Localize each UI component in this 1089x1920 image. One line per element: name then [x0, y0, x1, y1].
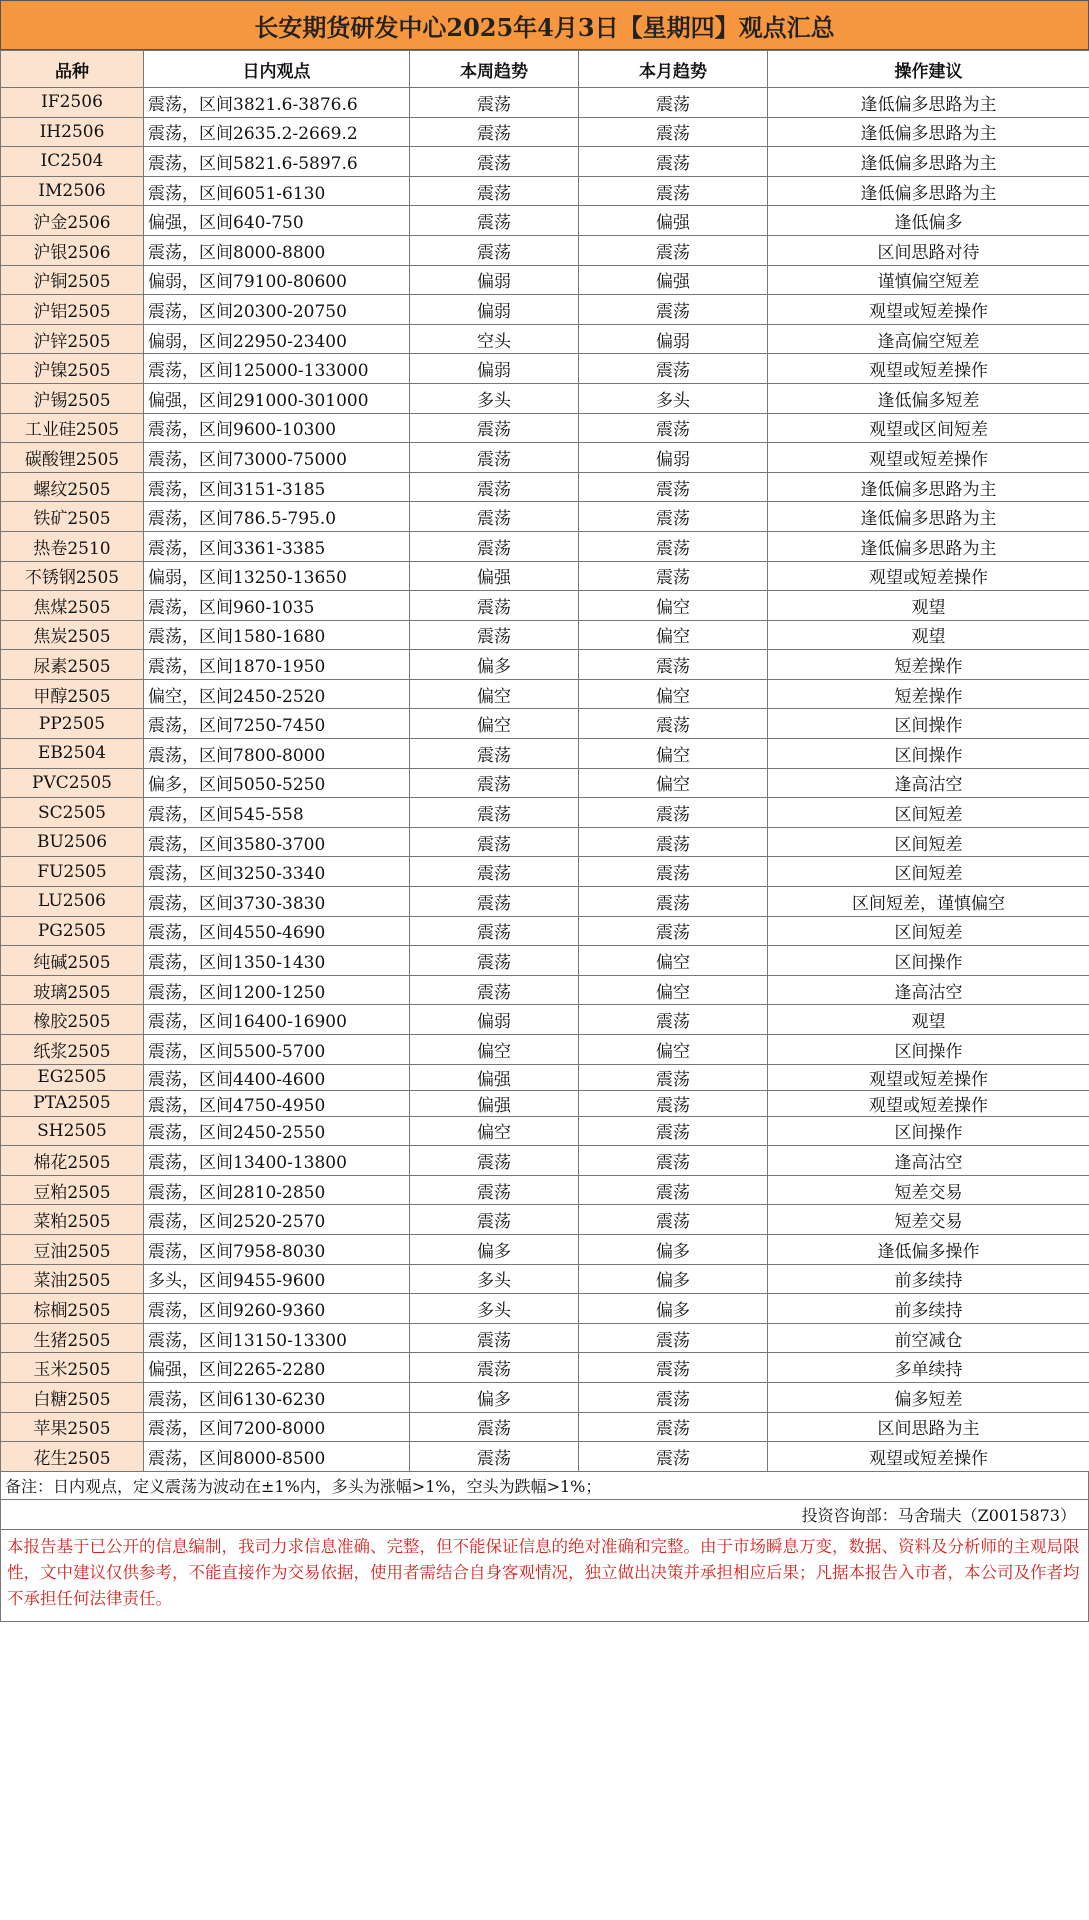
advice-cell: 逢高沽空: [768, 975, 1089, 1005]
advice-cell: 区间思路对待: [768, 235, 1089, 265]
intraday-view-cell: 震荡，区间3250-3340: [144, 857, 410, 887]
weekly-trend-cell: 震荡: [410, 798, 579, 828]
intraday-view-cell: 震荡，区间1870-1950: [144, 650, 410, 680]
intraday-view-cell: 震荡，区间5500-5700: [144, 1035, 410, 1065]
weekly-trend-cell: 震荡: [410, 472, 579, 502]
intraday-view-cell: 震荡，区间960-1035: [144, 591, 410, 621]
variety-cell: 沪锡2505: [1, 383, 144, 413]
monthly-trend-cell: 震荡: [579, 1382, 768, 1412]
weekly-trend-cell: 偏空: [410, 1035, 579, 1065]
weekly-trend-cell: 偏强: [410, 1090, 579, 1116]
weekly-trend-cell: 震荡: [410, 502, 579, 532]
monthly-trend-cell: 震荡: [579, 1205, 768, 1235]
advice-cell: 观望: [768, 591, 1089, 621]
variety-cell: 生猪2505: [1, 1323, 144, 1353]
table-row: [1, 739, 1089, 769]
table-row: [1, 1234, 1089, 1264]
intraday-view-cell: 震荡，区间20300-20750: [144, 295, 410, 325]
advice-cell: 逢高沽空: [768, 768, 1089, 798]
variety-cell: EG2505: [1, 1064, 144, 1090]
monthly-trend-cell: 偏多: [579, 1294, 768, 1324]
intraday-view-cell: 震荡，区间7800-8000: [144, 739, 410, 769]
variety-cell: PP2505: [1, 709, 144, 739]
weekly-trend-cell: 偏弱: [410, 354, 579, 384]
variety-cell: 苹果2505: [1, 1412, 144, 1442]
table-row: [1, 502, 1089, 532]
advice-cell: 区间操作: [768, 946, 1089, 976]
header-weekly-trend: 本周趋势: [410, 51, 579, 88]
header-row: [1, 51, 1089, 88]
variety-cell: 菜粕2505: [1, 1205, 144, 1235]
table-row: [1, 591, 1089, 621]
intraday-view-cell: 震荡，区间6130-6230: [144, 1382, 410, 1412]
monthly-trend-cell: 震荡: [579, 354, 768, 384]
weekly-trend-cell: 震荡: [410, 1146, 579, 1176]
table-row: [1, 147, 1089, 177]
advice-cell: 逢低偏多思路为主: [768, 147, 1089, 177]
intraday-view-cell: 偏弱，区间13250-13650: [144, 561, 410, 591]
intraday-view-cell: 震荡，区间6051-6130: [144, 176, 410, 206]
intraday-view-cell: 震荡，区间73000-75000: [144, 443, 410, 473]
intraday-view-cell: 震荡，区间8000-8500: [144, 1442, 410, 1472]
variety-cell: 沪锌2505: [1, 324, 144, 354]
advice-cell: 逢低偏多: [768, 206, 1089, 236]
weekly-trend-cell: 震荡: [410, 443, 579, 473]
intraday-view-cell: 偏强，区间291000-301000: [144, 383, 410, 413]
table-row: [1, 117, 1089, 147]
weekly-trend-cell: 多头: [410, 383, 579, 413]
monthly-trend-cell: 偏多: [579, 1264, 768, 1294]
table-row: [1, 1323, 1089, 1353]
variety-cell: 豆油2505: [1, 1234, 144, 1264]
monthly-trend-cell: 偏空: [579, 946, 768, 976]
variety-cell: 棕榈2505: [1, 1294, 144, 1324]
table-row: [1, 975, 1089, 1005]
intraday-view-cell: 震荡，区间16400-16900: [144, 1005, 410, 1035]
variety-cell: IC2504: [1, 147, 144, 177]
table-row: [1, 472, 1089, 502]
monthly-trend-cell: 偏强: [579, 265, 768, 295]
monthly-trend-cell: 偏空: [579, 975, 768, 1005]
advice-cell: 区间短差: [768, 827, 1089, 857]
weekly-trend-cell: 震荡: [410, 1175, 579, 1205]
intraday-view-cell: 震荡，区间3821.6-3876.6: [144, 88, 410, 118]
weekly-trend-cell: 震荡: [410, 857, 579, 887]
advice-cell: 多单续持: [768, 1353, 1089, 1383]
monthly-trend-cell: 震荡: [579, 709, 768, 739]
variety-cell: 菜油2505: [1, 1264, 144, 1294]
header-monthly-trend: 本月趋势: [579, 51, 768, 88]
weekly-trend-cell: 偏强: [410, 561, 579, 591]
variety-cell: 玻璃2505: [1, 975, 144, 1005]
variety-cell: 工业硅2505: [1, 413, 144, 443]
intraday-view-cell: 震荡，区间9600-10300: [144, 413, 410, 443]
variety-cell: 焦煤2505: [1, 591, 144, 621]
table-row: [1, 235, 1089, 265]
header-advice: 操作建议: [768, 51, 1089, 88]
variety-cell: 沪金2506: [1, 206, 144, 236]
advice-cell: 逢高沽空: [768, 1146, 1089, 1176]
variety-cell: 纯碱2505: [1, 946, 144, 976]
table-row: [1, 383, 1089, 413]
table-row: [1, 709, 1089, 739]
weekly-trend-cell: 震荡: [410, 147, 579, 177]
weekly-trend-cell: 偏空: [410, 679, 579, 709]
advice-cell: 观望或短差操作: [768, 1064, 1089, 1090]
monthly-trend-cell: 震荡: [579, 1175, 768, 1205]
monthly-trend-cell: 偏弱: [579, 324, 768, 354]
variety-cell: 沪铝2505: [1, 295, 144, 325]
advice-cell: 区间短差，谨慎偏空: [768, 887, 1089, 917]
weekly-trend-cell: 偏弱: [410, 1005, 579, 1035]
advice-cell: 偏多短差: [768, 1382, 1089, 1412]
advice-cell: 逢低偏多操作: [768, 1234, 1089, 1264]
variety-cell: 白糖2505: [1, 1382, 144, 1412]
monthly-trend-cell: 偏空: [579, 739, 768, 769]
weekly-trend-cell: 多头: [410, 1264, 579, 1294]
monthly-trend-cell: 震荡: [579, 857, 768, 887]
advice-cell: 逢低偏多思路为主: [768, 176, 1089, 206]
monthly-trend-cell: 震荡: [579, 413, 768, 443]
monthly-trend-cell: 震荡: [579, 1116, 768, 1146]
advisor-credit: 投资咨询部：马舍瑞夫（Z0015873）: [0, 1500, 1089, 1530]
table-row: [1, 1005, 1089, 1035]
weekly-trend-cell: 震荡: [410, 235, 579, 265]
variety-cell: 焦炭2505: [1, 620, 144, 650]
monthly-trend-cell: 震荡: [579, 650, 768, 680]
weekly-trend-cell: 震荡: [410, 1353, 579, 1383]
weekly-trend-cell: 偏多: [410, 1234, 579, 1264]
monthly-trend-cell: 震荡: [579, 1323, 768, 1353]
table-row: [1, 1090, 1089, 1116]
advice-cell: 谨慎偏空短差: [768, 265, 1089, 295]
intraday-view-cell: 震荡，区间7958-8030: [144, 1234, 410, 1264]
monthly-trend-cell: 震荡: [579, 295, 768, 325]
weekly-trend-cell: 偏弱: [410, 295, 579, 325]
table-row: [1, 1205, 1089, 1235]
weekly-trend-cell: 偏空: [410, 709, 579, 739]
weekly-trend-cell: 偏多: [410, 1382, 579, 1412]
variety-cell: 玉米2505: [1, 1353, 144, 1383]
table-row: [1, 561, 1089, 591]
variety-cell: 沪铜2505: [1, 265, 144, 295]
table-row: [1, 206, 1089, 236]
intraday-view-cell: 震荡，区间4750-4950: [144, 1090, 410, 1116]
weekly-trend-cell: 震荡: [410, 1412, 579, 1442]
weekly-trend-cell: 震荡: [410, 1442, 579, 1472]
monthly-trend-cell: 震荡: [579, 1090, 768, 1116]
intraday-view-cell: 震荡，区间5821.6-5897.6: [144, 147, 410, 177]
monthly-trend-cell: 偏空: [579, 768, 768, 798]
variety-cell: LU2506: [1, 887, 144, 917]
variety-cell: 热卷2510: [1, 531, 144, 561]
variety-cell: 纸浆2505: [1, 1035, 144, 1065]
advice-cell: 逢低偏多思路为主: [768, 502, 1089, 532]
table-row: [1, 1146, 1089, 1176]
monthly-trend-cell: 震荡: [579, 1146, 768, 1176]
advice-cell: 短差操作: [768, 650, 1089, 680]
table-row: [1, 679, 1089, 709]
table-row: [1, 857, 1089, 887]
monthly-trend-cell: 震荡: [579, 117, 768, 147]
advice-cell: 前多续持: [768, 1294, 1089, 1324]
monthly-trend-cell: 震荡: [579, 472, 768, 502]
table-row: [1, 827, 1089, 857]
advice-cell: 短差操作: [768, 679, 1089, 709]
variety-cell: 沪镍2505: [1, 354, 144, 384]
table-row: [1, 1353, 1089, 1383]
table-row: [1, 295, 1089, 325]
intraday-view-cell: 震荡，区间3580-3700: [144, 827, 410, 857]
intraday-view-cell: 震荡，区间1580-1680: [144, 620, 410, 650]
intraday-view-cell: 震荡，区间13150-13300: [144, 1323, 410, 1353]
advice-cell: 观望或短差操作: [768, 1442, 1089, 1472]
weekly-trend-cell: 偏强: [410, 1064, 579, 1090]
advice-cell: 区间操作: [768, 1116, 1089, 1146]
weekly-trend-cell: 震荡: [410, 117, 579, 147]
table-row: [1, 946, 1089, 976]
variety-cell: EB2504: [1, 739, 144, 769]
intraday-view-cell: 震荡，区间7250-7450: [144, 709, 410, 739]
intraday-view-cell: 震荡，区间2635.2-2669.2: [144, 117, 410, 147]
variety-cell: 不锈钢2505: [1, 561, 144, 591]
table-row: [1, 176, 1089, 206]
variety-cell: BU2506: [1, 827, 144, 857]
monthly-trend-cell: 偏强: [579, 206, 768, 236]
table-row: [1, 443, 1089, 473]
weekly-trend-cell: 震荡: [410, 620, 579, 650]
advice-cell: 逢高偏空短差: [768, 324, 1089, 354]
advice-cell: 观望或短差操作: [768, 354, 1089, 384]
intraday-view-cell: 偏弱，区间22950-23400: [144, 324, 410, 354]
variety-cell: FU2505: [1, 857, 144, 887]
variety-cell: 豆粕2505: [1, 1175, 144, 1205]
intraday-view-cell: 多头，区间9455-9600: [144, 1264, 410, 1294]
advice-cell: 逢低偏多思路为主: [768, 117, 1089, 147]
table-row: [1, 768, 1089, 798]
monthly-trend-cell: 震荡: [579, 1064, 768, 1090]
table-row: [1, 887, 1089, 917]
monthly-trend-cell: 震荡: [579, 531, 768, 561]
variety-cell: 棉花2505: [1, 1146, 144, 1176]
advice-cell: 逢低偏多短差: [768, 383, 1089, 413]
weekly-trend-cell: 偏弱: [410, 265, 579, 295]
variety-cell: PVC2505: [1, 768, 144, 798]
weekly-trend-cell: 震荡: [410, 176, 579, 206]
advice-cell: 区间操作: [768, 739, 1089, 769]
intraday-view-cell: 震荡，区间4550-4690: [144, 916, 410, 946]
advice-cell: 逢低偏多思路为主: [768, 531, 1089, 561]
monthly-trend-cell: 偏空: [579, 620, 768, 650]
table-row: [1, 916, 1089, 946]
monthly-trend-cell: 偏空: [579, 1035, 768, 1065]
table-row: [1, 1294, 1089, 1324]
weekly-trend-cell: 震荡: [410, 413, 579, 443]
weekly-trend-cell: 多头: [410, 1294, 579, 1324]
monthly-trend-cell: 震荡: [579, 1412, 768, 1442]
disclaimer: 本报告基于已公开的信息编制，我司力求信息准确、完整，但不能保证信息的绝对准确和完整。由于市场瞬息万变，数据、资料及分析师的主观局限性，文中建议仅供参考，不能直接作为交易依据，使用者需结合自身客观情况，独立做出决策并承担相应后果；凡据本报告入市者，本公司及作者均不承担任何法律责任。: [0, 1530, 1089, 1622]
advice-cell: 观望或短差操作: [768, 443, 1089, 473]
weekly-trend-cell: 震荡: [410, 887, 579, 917]
report-title: 长安期货研发中心2025年4月3日【星期四】观点汇总: [0, 0, 1089, 50]
weekly-trend-cell: 震荡: [410, 768, 579, 798]
header-variety: 品种: [1, 51, 144, 88]
table-row: [1, 1116, 1089, 1146]
weekly-trend-cell: 震荡: [410, 946, 579, 976]
table-row: [1, 1264, 1089, 1294]
table-row: [1, 798, 1089, 828]
table-row: [1, 324, 1089, 354]
table-row: [1, 88, 1089, 118]
table-row: [1, 1064, 1089, 1090]
intraday-view-cell: 震荡，区间8000-8800: [144, 235, 410, 265]
intraday-view-cell: 偏多，区间5050-5250: [144, 768, 410, 798]
table-row: [1, 650, 1089, 680]
table-row: [1, 1175, 1089, 1205]
intraday-view-cell: 震荡，区间4400-4600: [144, 1064, 410, 1090]
intraday-view-cell: 偏强，区间2265-2280: [144, 1353, 410, 1383]
variety-cell: PTA2505: [1, 1090, 144, 1116]
weekly-trend-cell: 偏空: [410, 1116, 579, 1146]
table-row: [1, 1035, 1089, 1065]
variety-cell: IH2506: [1, 117, 144, 147]
monthly-trend-cell: 震荡: [579, 176, 768, 206]
variety-cell: IM2506: [1, 176, 144, 206]
variety-cell: 橡胶2505: [1, 1005, 144, 1035]
advice-cell: 前多续持: [768, 1264, 1089, 1294]
monthly-trend-cell: 震荡: [579, 147, 768, 177]
weekly-trend-cell: 震荡: [410, 206, 579, 236]
advice-cell: 观望或短差操作: [768, 1090, 1089, 1116]
variety-cell: SH2505: [1, 1116, 144, 1146]
weekly-trend-cell: 震荡: [410, 88, 579, 118]
intraday-view-cell: 震荡，区间2810-2850: [144, 1175, 410, 1205]
variety-cell: 碳酸锂2505: [1, 443, 144, 473]
monthly-trend-cell: 偏多: [579, 1234, 768, 1264]
table-row: [1, 1442, 1089, 1472]
monthly-trend-cell: 偏空: [579, 591, 768, 621]
intraday-view-cell: 震荡，区间2450-2550: [144, 1116, 410, 1146]
intraday-view-cell: 偏空，区间2450-2520: [144, 679, 410, 709]
monthly-trend-cell: 偏空: [579, 679, 768, 709]
note: 备注：日内观点，定义震荡为波动在±1%内，多头为涨幅>1%，空头为跌幅>1%；: [0, 1472, 1089, 1500]
table-row: [1, 620, 1089, 650]
monthly-trend-cell: 震荡: [579, 916, 768, 946]
advice-cell: 短差交易: [768, 1175, 1089, 1205]
advice-cell: 区间操作: [768, 1035, 1089, 1065]
intraday-view-cell: 震荡，区间1200-1250: [144, 975, 410, 1005]
variety-cell: 尿素2505: [1, 650, 144, 680]
weekly-trend-cell: 震荡: [410, 1323, 579, 1353]
advice-cell: 观望或短差操作: [768, 561, 1089, 591]
advice-cell: 区间短差: [768, 798, 1089, 828]
weekly-trend-cell: 震荡: [410, 739, 579, 769]
advice-cell: 区间操作: [768, 709, 1089, 739]
intraday-view-cell: 震荡，区间3361-3385: [144, 531, 410, 561]
monthly-trend-cell: 震荡: [579, 1005, 768, 1035]
monthly-trend-cell: 多头: [579, 383, 768, 413]
monthly-trend-cell: 震荡: [579, 502, 768, 532]
table-row: [1, 354, 1089, 384]
weekly-trend-cell: 震荡: [410, 916, 579, 946]
monthly-trend-cell: 偏弱: [579, 443, 768, 473]
table-row: [1, 413, 1089, 443]
advice-cell: 区间短差: [768, 857, 1089, 887]
monthly-trend-cell: 震荡: [579, 827, 768, 857]
monthly-trend-cell: 震荡: [579, 798, 768, 828]
table-row: [1, 531, 1089, 561]
weekly-trend-cell: 震荡: [410, 827, 579, 857]
summary-table: [0, 50, 1089, 1472]
table-row: [1, 1412, 1089, 1442]
monthly-trend-cell: 震荡: [579, 887, 768, 917]
advice-cell: 逢低偏多思路为主: [768, 472, 1089, 502]
intraday-view-cell: 震荡，区间2520-2570: [144, 1205, 410, 1235]
intraday-view-cell: 震荡，区间3730-3830: [144, 887, 410, 917]
intraday-view-cell: 偏弱，区间79100-80600: [144, 265, 410, 295]
intraday-view-cell: 震荡，区间9260-9360: [144, 1294, 410, 1324]
weekly-trend-cell: 空头: [410, 324, 579, 354]
variety-cell: SC2505: [1, 798, 144, 828]
intraday-view-cell: 震荡，区间545-558: [144, 798, 410, 828]
monthly-trend-cell: 震荡: [579, 561, 768, 591]
intraday-view-cell: 偏强，区间640-750: [144, 206, 410, 236]
intraday-view-cell: 震荡，区间1350-1430: [144, 946, 410, 976]
advice-cell: 观望或短差操作: [768, 295, 1089, 325]
variety-cell: 沪银2506: [1, 235, 144, 265]
intraday-view-cell: 震荡，区间7200-8000: [144, 1412, 410, 1442]
advice-cell: 前空减仓: [768, 1323, 1089, 1353]
variety-cell: 铁矿2505: [1, 502, 144, 532]
weekly-trend-cell: 震荡: [410, 975, 579, 1005]
advice-cell: 短差交易: [768, 1205, 1089, 1235]
advice-cell: 区间短差: [768, 916, 1089, 946]
advice-cell: 观望: [768, 1005, 1089, 1035]
monthly-trend-cell: 震荡: [579, 235, 768, 265]
header-intraday: 日内观点: [144, 51, 410, 88]
variety-cell: IF2506: [1, 88, 144, 118]
intraday-view-cell: 震荡，区间125000-133000: [144, 354, 410, 384]
advice-cell: 观望: [768, 620, 1089, 650]
monthly-trend-cell: 震荡: [579, 1353, 768, 1383]
intraday-view-cell: 震荡，区间13400-13800: [144, 1146, 410, 1176]
intraday-view-cell: 震荡，区间786.5-795.0: [144, 502, 410, 532]
monthly-trend-cell: 震荡: [579, 1442, 768, 1472]
weekly-trend-cell: 震荡: [410, 1205, 579, 1235]
table-row: [1, 265, 1089, 295]
variety-cell: PG2505: [1, 916, 144, 946]
variety-cell: 花生2505: [1, 1442, 144, 1472]
variety-cell: 螺纹2505: [1, 472, 144, 502]
monthly-trend-cell: 震荡: [579, 88, 768, 118]
weekly-trend-cell: 震荡: [410, 531, 579, 561]
weekly-trend-cell: 偏多: [410, 650, 579, 680]
intraday-view-cell: 震荡，区间3151-3185: [144, 472, 410, 502]
table-row: [1, 1382, 1089, 1412]
weekly-trend-cell: 震荡: [410, 591, 579, 621]
advice-cell: 逢低偏多思路为主: [768, 88, 1089, 118]
advice-cell: 观望或区间短差: [768, 413, 1089, 443]
variety-cell: 甲醇2505: [1, 679, 144, 709]
advice-cell: 区间思路为主: [768, 1412, 1089, 1442]
